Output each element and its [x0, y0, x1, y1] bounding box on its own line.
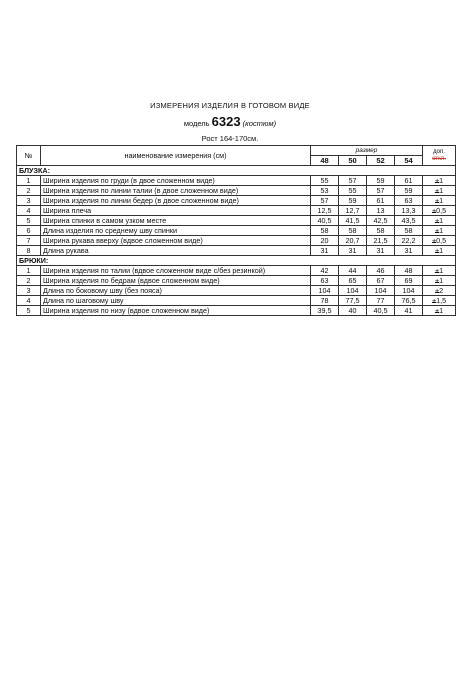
- measurement-name: Ширина изделия по бедрам (вдвое сложенном виде): [41, 276, 311, 286]
- measurement-value: 12,7: [339, 206, 367, 216]
- plus-minus-sign: +: [431, 296, 437, 305]
- tolerance-cell: [423, 236, 456, 246]
- row-number: 3: [17, 286, 41, 296]
- row-number: 5: [17, 216, 41, 226]
- size-48: 48: [311, 156, 339, 166]
- plus-minus-sign: +: [431, 236, 437, 245]
- tolerance-value: 1: [439, 226, 444, 235]
- tolerance-value: 2: [439, 286, 444, 295]
- row-number: 6: [17, 226, 41, 236]
- tolerance-value: 1: [439, 266, 444, 275]
- measurement-value: 57: [367, 186, 395, 196]
- row-number: 2: [17, 186, 41, 196]
- tolerance-cell: [423, 186, 456, 196]
- section-row: [17, 166, 456, 176]
- table-row: [17, 206, 456, 216]
- tolerance-value: 1: [439, 176, 444, 185]
- plus-minus-sign: +: [434, 196, 440, 205]
- tolerance-label-1: доп.: [433, 149, 445, 155]
- measurement-name: Ширина рукава вверху (вдвое сложенном виде): [41, 236, 311, 246]
- tolerance-label-2: откл.: [432, 155, 446, 162]
- measurement-value: 59: [395, 186, 423, 196]
- row-number: 1: [17, 176, 41, 186]
- size-52: 52: [367, 156, 395, 166]
- measurement-value: 59: [339, 196, 367, 206]
- measurement-value: 42: [311, 266, 339, 276]
- row-number: 1: [17, 266, 41, 276]
- measurement-name: Длина по шаговому шву: [41, 296, 311, 306]
- measurement-value: 78: [311, 296, 339, 306]
- measurement-value: 48: [395, 266, 423, 276]
- table-row: [17, 186, 456, 196]
- measurement-value: 31: [339, 246, 367, 256]
- row-number: 4: [17, 296, 41, 306]
- plus-minus-sign: +: [434, 306, 440, 315]
- row-number: 5: [17, 306, 41, 316]
- measurement-name: Длина рукава: [41, 246, 311, 256]
- plus-minus-sign: +: [434, 266, 440, 275]
- measurement-value: 104: [395, 286, 423, 296]
- measurement-name: Ширина изделия по линии талии (в двое сложенном виде): [41, 186, 311, 196]
- measurement-value: 20: [311, 236, 339, 246]
- measurement-value: 44: [339, 266, 367, 276]
- measurement-name: Ширина изделия по груди (в двое сложенном виде): [41, 176, 311, 186]
- measurement-value: 58: [311, 226, 339, 236]
- section-row: [17, 256, 456, 266]
- model-suffix: (костюм): [242, 119, 277, 128]
- table-row: [17, 216, 456, 226]
- measurement-value: 58: [367, 226, 395, 236]
- row-number: 7: [17, 236, 41, 246]
- measurement-table: [16, 145, 456, 316]
- tolerance-cell: [423, 216, 456, 226]
- tolerance-value: 1: [439, 196, 444, 205]
- plus-minus-sign: +: [434, 246, 440, 255]
- header-size: размер: [311, 146, 423, 156]
- measurement-value: 13: [367, 206, 395, 216]
- plus-minus-sign: +: [434, 276, 440, 285]
- measurement-value: 63: [395, 196, 423, 206]
- plus-minus-sign: +: [434, 176, 440, 185]
- measurement-value: 76,5: [395, 296, 423, 306]
- measurement-value: 40,5: [311, 216, 339, 226]
- tolerance-cell: [423, 286, 456, 296]
- table-row: [17, 226, 456, 236]
- tolerance-value: 0,5: [436, 206, 447, 215]
- model-prefix: модель: [183, 119, 210, 128]
- tolerance-value: 0,5: [436, 236, 447, 245]
- document-title: ИЗМЕРЕНИЯ ИЗДЕЛИЯ В ГОТОВОМ ВИДЕ: [150, 101, 310, 110]
- height-range: Рост 164-170см.: [201, 134, 259, 143]
- measurement-name: Ширина плеча: [41, 206, 311, 216]
- table-row: [17, 196, 456, 206]
- table-row: [17, 246, 456, 256]
- table-row: [17, 296, 456, 306]
- tolerance-value: 1: [439, 216, 444, 225]
- measurement-value: 31: [311, 246, 339, 256]
- measurement-name: Ширина изделия по талии (вдвое сложенном виде с/без резинкой): [41, 266, 311, 276]
- tolerance-cell: [423, 296, 456, 306]
- measurement-value: 104: [311, 286, 339, 296]
- measurement-value: 12,5: [311, 206, 339, 216]
- plus-minus-sign: +: [434, 186, 440, 195]
- measurement-value: 104: [339, 286, 367, 296]
- plus-minus-sign: +: [431, 206, 437, 215]
- measurement-value: 21,5: [367, 236, 395, 246]
- table-row: [17, 266, 456, 276]
- plus-minus-sign: +: [434, 286, 440, 295]
- table-row: [17, 176, 456, 186]
- measurement-value: 46: [367, 266, 395, 276]
- section-title: БРЮКИ:: [17, 256, 456, 266]
- header-tolerance: [423, 146, 456, 166]
- measurement-value: 104: [367, 286, 395, 296]
- tolerance-value: 1: [439, 306, 444, 315]
- row-number: 2: [17, 276, 41, 286]
- measurement-value: 43,5: [395, 216, 423, 226]
- table-row: [17, 236, 456, 246]
- measurement-value: 58: [339, 226, 367, 236]
- tolerance-cell: [423, 266, 456, 276]
- size-54: 54: [395, 156, 423, 166]
- measurement-value: 63: [311, 276, 339, 286]
- measurement-value: 58: [395, 226, 423, 236]
- measurement-value: 57: [311, 196, 339, 206]
- measurement-value: 67: [367, 276, 395, 286]
- measurement-name: Ширина изделия по линии бедер (в двое сложенном виде): [41, 196, 311, 206]
- measurement-value: 59: [367, 176, 395, 186]
- table-header-row: [17, 146, 456, 156]
- tolerance-cell: [423, 246, 456, 256]
- measurement-value: 20,7: [339, 236, 367, 246]
- measurement-value: 42,5: [367, 216, 395, 226]
- header-measurement-name: наименование измерения (см): [41, 146, 311, 166]
- tolerance-cell: [423, 206, 456, 216]
- model-line: [0, 114, 460, 129]
- table-row: [17, 286, 456, 296]
- measurement-value: 77,5: [339, 296, 367, 306]
- measurement-value: 31: [395, 246, 423, 256]
- measurement-name: Длина изделия по среднему шву спинки: [41, 226, 311, 236]
- measurement-value: 57: [339, 176, 367, 186]
- tolerance-cell: [423, 176, 456, 186]
- measurement-value: 55: [339, 186, 367, 196]
- measurement-value: 69: [395, 276, 423, 286]
- measurement-value: 40,5: [367, 306, 395, 316]
- plus-minus-sign: +: [434, 226, 440, 235]
- measurement-value: 22,2: [395, 236, 423, 246]
- header-number: №: [17, 146, 41, 166]
- measurement-value: 41: [395, 306, 423, 316]
- tolerance-value: 1,5: [436, 296, 447, 305]
- plus-minus-sign: +: [434, 216, 440, 225]
- measurement-value: 61: [367, 196, 395, 206]
- measurement-value: 55: [311, 176, 339, 186]
- tolerance-value: 1: [439, 186, 444, 195]
- measurement-value: 31: [367, 246, 395, 256]
- measurement-value: 77: [367, 296, 395, 306]
- measurement-name: Длина по боковому шву (без пояса): [41, 286, 311, 296]
- measurement-value: 41,5: [339, 216, 367, 226]
- tolerance-value: 1: [439, 246, 444, 255]
- tolerance-value: 1: [439, 276, 444, 285]
- measurement-value: 61: [395, 176, 423, 186]
- measurement-value: 39,5: [311, 306, 339, 316]
- row-number: 4: [17, 206, 41, 216]
- table-row: [17, 276, 456, 286]
- measurement-value: 53: [311, 186, 339, 196]
- size-50: 50: [339, 156, 367, 166]
- tolerance-cell: [423, 196, 456, 206]
- measurement-value: 65: [339, 276, 367, 286]
- model-number: 6323: [211, 114, 241, 129]
- tolerance-cell: [423, 226, 456, 236]
- measurement-value: 13,3: [395, 206, 423, 216]
- tolerance-cell: [423, 306, 456, 316]
- measurement-value: 40: [339, 306, 367, 316]
- row-number: 8: [17, 246, 41, 256]
- tolerance-cell: [423, 276, 456, 286]
- row-number: 3: [17, 196, 41, 206]
- table-row: [17, 306, 456, 316]
- measurement-name: Ширина изделия по низу (вдвое сложенном виде): [41, 306, 311, 316]
- measurement-name: Ширина спинки в самом узком месте: [41, 216, 311, 226]
- section-title: БЛУЗКА:: [17, 166, 456, 176]
